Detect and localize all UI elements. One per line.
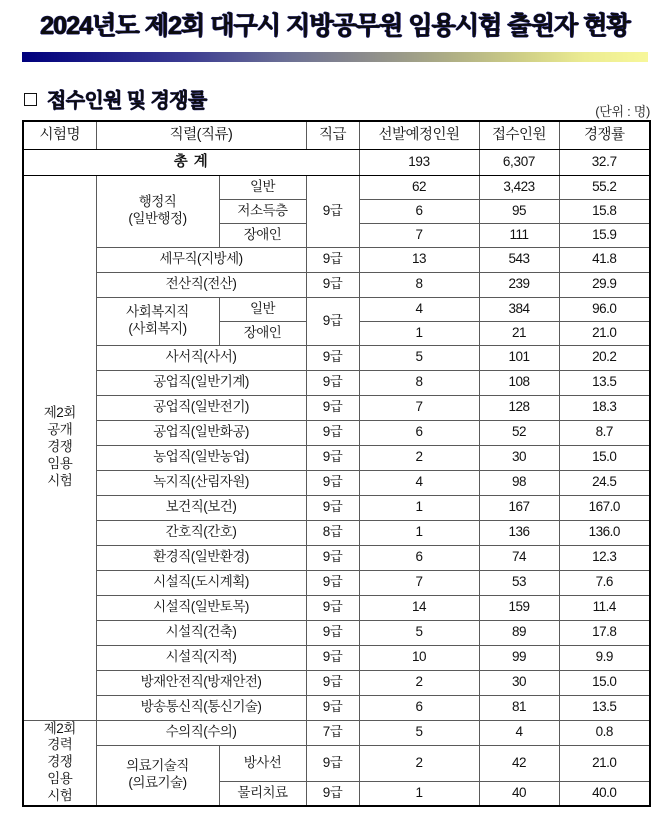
ratio-cell: 8.7: [559, 420, 650, 445]
ratio-cell: 12.3: [559, 545, 650, 570]
applicants-cell: 159: [479, 595, 559, 620]
ratio-cell: 7.6: [559, 570, 650, 595]
series-name-cell: 행정직 (일반행정): [96, 175, 219, 247]
ratio-cell: 15.0: [559, 445, 650, 470]
planned-cell: 5: [359, 720, 479, 745]
grade-cell: 9급: [306, 175, 359, 247]
series-name-cell: 환경직(일반환경): [96, 545, 306, 570]
ratio-cell: 55.2: [559, 175, 650, 199]
series-subtype-cell: 일반: [219, 297, 306, 321]
series-name-cell: 녹지직(산림자원): [96, 470, 306, 495]
ratio-cell: 15.9: [559, 223, 650, 247]
series-name-cell: 방재안전직(방재안전): [96, 670, 306, 695]
ratio-cell: 21.0: [559, 321, 650, 345]
series-name-cell: 수의직(수의): [96, 720, 306, 745]
planned-cell: 6: [359, 545, 479, 570]
planned-cell: 1: [359, 782, 479, 806]
planned-cell: 5: [359, 345, 479, 370]
table-row: [23, 670, 650, 695]
planned-cell: 6: [359, 420, 479, 445]
grade-cell: 7급: [306, 720, 359, 745]
empty-checkbox-icon: [24, 93, 37, 106]
table-header-row: [23, 121, 650, 149]
planned-cell: 10: [359, 645, 479, 670]
ratio-cell: 21.0: [559, 745, 650, 782]
grade-cell: 9급: [306, 445, 359, 470]
grade-cell: 9급: [306, 695, 359, 720]
planned-cell: 1: [359, 520, 479, 545]
planned-cell: 2: [359, 745, 479, 782]
series-name-cell: 시설직(지적): [96, 645, 306, 670]
applicants-cell: 111: [479, 223, 559, 247]
grade-cell: 9급: [306, 297, 359, 345]
series-subtype-cell: 저소득층: [219, 199, 306, 223]
table-row: [23, 620, 650, 645]
total-applicants: 6,307: [479, 149, 559, 175]
exam-name-cell: 제2회 공개 경쟁 임용 시험: [23, 175, 96, 720]
planned-cell: 2: [359, 670, 479, 695]
ratio-cell: 17.8: [559, 620, 650, 645]
series-name-cell: 사서직(사서): [96, 345, 306, 370]
applicants-cell: 74: [479, 545, 559, 570]
grade-cell: 9급: [306, 645, 359, 670]
grade-cell: 9급: [306, 745, 359, 782]
applicants-cell: 3,423: [479, 175, 559, 199]
planned-cell: 7: [359, 395, 479, 420]
planned-cell: 62: [359, 175, 479, 199]
ratio-cell: 9.9: [559, 645, 650, 670]
table-row-total: [23, 149, 650, 175]
column-header-ratio: 경쟁률: [559, 121, 650, 149]
applicants-cell: 128: [479, 395, 559, 420]
table-row: [23, 545, 650, 570]
planned-cell: 6: [359, 695, 479, 720]
applicants-cell: 30: [479, 670, 559, 695]
series-name-cell: 공업직(일반전기): [96, 395, 306, 420]
grade-cell: 9급: [306, 420, 359, 445]
column-header-applicants: 접수인원: [479, 121, 559, 149]
table-row: [23, 520, 650, 545]
planned-cell: 1: [359, 321, 479, 345]
series-name-cell: 시설직(도시계획): [96, 570, 306, 595]
planned-cell: 6: [359, 199, 479, 223]
section-heading-label: 접수인원 및 경쟁률: [47, 90, 207, 112]
column-header-series: 직렬(직류): [96, 121, 306, 149]
planned-cell: 1: [359, 495, 479, 520]
applicants-cell: 108: [479, 370, 559, 395]
grade-cell: 9급: [306, 395, 359, 420]
planned-cell: 4: [359, 470, 479, 495]
series-name-cell: 의료기술직 (의료기술): [96, 745, 219, 806]
exam-name-cell: 제2회 경력 경쟁 임용 시험: [23, 720, 96, 806]
series-subtype-cell: 방사선: [219, 745, 306, 782]
grade-cell: 9급: [306, 670, 359, 695]
table-row: [23, 247, 650, 272]
table-row: [23, 720, 650, 745]
table-row: [23, 175, 650, 199]
statistics-table-wrapper: [22, 120, 649, 807]
planned-cell: 5: [359, 620, 479, 645]
ratio-cell: 0.8: [559, 720, 650, 745]
applicants-cell: 98: [479, 470, 559, 495]
table-body: [23, 149, 650, 806]
total-label: 총 계: [23, 149, 359, 175]
table-row: [23, 297, 650, 321]
series-name-cell: 시설직(건축): [96, 620, 306, 645]
series-subtype-cell: 일반: [219, 175, 306, 199]
table-row: [23, 345, 650, 370]
table-row: [23, 695, 650, 720]
applicants-cell: 99: [479, 645, 559, 670]
column-header-exam: 시험명: [23, 121, 96, 149]
ratio-cell: 24.5: [559, 470, 650, 495]
table-row: [23, 272, 650, 297]
ratio-cell: 11.4: [559, 595, 650, 620]
ratio-cell: 13.5: [559, 370, 650, 395]
grade-cell: 8급: [306, 520, 359, 545]
planned-cell: 14: [359, 595, 479, 620]
applicants-cell: 543: [479, 247, 559, 272]
table-row: [23, 595, 650, 620]
planned-cell: 7: [359, 223, 479, 247]
unit-note: (단위 : 명): [595, 104, 650, 119]
ratio-cell: 20.2: [559, 345, 650, 370]
series-name-cell: 시설직(일반토목): [96, 595, 306, 620]
applicants-cell: 53: [479, 570, 559, 595]
series-name-cell: 공업직(일반화공): [96, 420, 306, 445]
table-row: [23, 645, 650, 670]
applicants-cell: 40: [479, 782, 559, 806]
series-name-cell: 농업직(일반농업): [96, 445, 306, 470]
planned-cell: 2: [359, 445, 479, 470]
applicants-cell: 384: [479, 297, 559, 321]
ratio-cell: 18.3: [559, 395, 650, 420]
applicants-cell: 89: [479, 620, 559, 645]
grade-cell: 9급: [306, 495, 359, 520]
series-name-cell: 사회복지직 (사회복지): [96, 297, 219, 345]
grade-cell: 9급: [306, 272, 359, 297]
table-row: [23, 470, 650, 495]
planned-cell: 8: [359, 370, 479, 395]
table-row: [23, 570, 650, 595]
applicants-cell: 95: [479, 199, 559, 223]
applicants-cell: 136: [479, 520, 559, 545]
table-row: [23, 395, 650, 420]
series-name-cell: 공업직(일반기계): [96, 370, 306, 395]
applicants-cell: 4: [479, 720, 559, 745]
applicants-cell: 21: [479, 321, 559, 345]
table-header: [23, 121, 650, 149]
total-planned: 193: [359, 149, 479, 175]
ratio-cell: 15.8: [559, 199, 650, 223]
planned-cell: 8: [359, 272, 479, 297]
series-name-cell: 보건직(보건): [96, 495, 306, 520]
grade-cell: 9급: [306, 782, 359, 806]
ratio-cell: 29.9: [559, 272, 650, 297]
series-subtype-cell: 장애인: [219, 321, 306, 345]
grade-cell: 9급: [306, 620, 359, 645]
series-name-cell: 세무직(지방세): [96, 247, 306, 272]
applicants-cell: 167: [479, 495, 559, 520]
grade-cell: 9급: [306, 545, 359, 570]
table-row: [23, 370, 650, 395]
gradient-divider: [22, 52, 648, 62]
applicants-cell: 52: [479, 420, 559, 445]
ratio-cell: 15.0: [559, 670, 650, 695]
statistics-table: [22, 120, 651, 807]
grade-cell: 9급: [306, 345, 359, 370]
total-ratio: 32.7: [559, 149, 650, 175]
column-header-grade: 직급: [306, 121, 359, 149]
column-header-planned: 선발예정인원: [359, 121, 479, 149]
planned-cell: 7: [359, 570, 479, 595]
series-subtype-cell: 장애인: [219, 223, 306, 247]
series-subtype-cell: 물리치료: [219, 782, 306, 806]
section-heading: [24, 84, 207, 113]
series-name-cell: 방송통신직(통신기술): [96, 695, 306, 720]
applicants-cell: 30: [479, 445, 559, 470]
applicants-cell: 239: [479, 272, 559, 297]
ratio-cell: 13.5: [559, 695, 650, 720]
series-name-cell: 전산직(전산): [96, 272, 306, 297]
table-row: [23, 495, 650, 520]
page-title: 2024년도 제2회 대구시 지방공무원 임용시험 출원자 현황: [40, 12, 630, 40]
grade-cell: 9급: [306, 370, 359, 395]
table-row: [23, 445, 650, 470]
ratio-cell: 40.0: [559, 782, 650, 806]
grade-cell: 9급: [306, 247, 359, 272]
grade-cell: 9급: [306, 595, 359, 620]
table-row: [23, 420, 650, 445]
applicants-cell: 42: [479, 745, 559, 782]
series-name-cell: 간호직(간호): [96, 520, 306, 545]
planned-cell: 4: [359, 297, 479, 321]
applicants-cell: 81: [479, 695, 559, 720]
applicants-cell: 101: [479, 345, 559, 370]
table-row: [23, 745, 650, 782]
ratio-cell: 41.8: [559, 247, 650, 272]
ratio-cell: 96.0: [559, 297, 650, 321]
grade-cell: 9급: [306, 470, 359, 495]
ratio-cell: 167.0: [559, 495, 650, 520]
planned-cell: 13: [359, 247, 479, 272]
ratio-cell: 136.0: [559, 520, 650, 545]
grade-cell: 9급: [306, 570, 359, 595]
